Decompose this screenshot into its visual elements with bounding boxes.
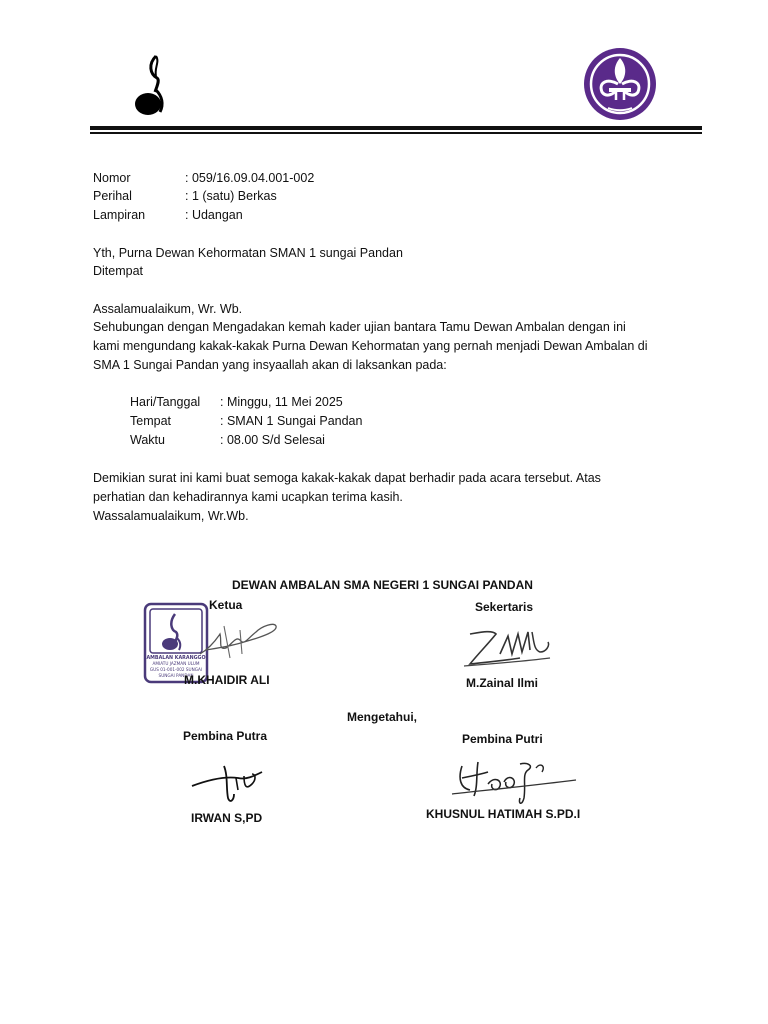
stamp-text-line: AMIATU JAZMAN ULUM bbox=[152, 661, 200, 666]
meta-value: : 059/16.09.04.001-002 bbox=[185, 171, 315, 185]
closing-line: Demikian surat ini kami buat semoga kakak-kakak dapat berhadir pada acara tersebut. Atas bbox=[93, 471, 601, 485]
event-label: Waktu bbox=[130, 433, 165, 447]
ketua-signature bbox=[196, 614, 280, 666]
meta-label: Lampiran bbox=[93, 208, 146, 222]
header-rule-thin bbox=[90, 132, 702, 134]
pembina-putra-signature bbox=[190, 760, 270, 806]
meta-value: : 1 (satu) Berkas bbox=[185, 189, 277, 203]
meta-value: : Udangan bbox=[185, 208, 243, 222]
recipient-line: Yth, Purna Dewan Kehormatan SMAN 1 sungai Pandan bbox=[93, 246, 403, 260]
meta-label: Perihal bbox=[93, 189, 132, 203]
pembina-putra-name: IRWAN S,PD bbox=[191, 811, 263, 825]
body-paragraph-line: Sehubungan dengan Mengadakan kemah kader ujian bantara Tamu Dewan Ambalan dengan ini bbox=[93, 320, 626, 334]
tunas-kelapa-icon bbox=[130, 52, 174, 118]
org-title: DEWAN AMBALAN SMA NEGERI 1 SUNGAI PANDAN bbox=[232, 578, 533, 592]
pembina-putra-role: Pembina Putra bbox=[183, 729, 268, 743]
sekretaris-signature bbox=[458, 624, 554, 670]
greeting: Assalamualaikum, Wr. Wb. bbox=[93, 302, 243, 316]
acknowledged-label: Mengetahui, bbox=[347, 710, 418, 724]
pembina-putri-name: KHUSNUL HATIMAH S.PD.I bbox=[426, 807, 581, 821]
header-rule-thick bbox=[90, 126, 702, 130]
event-value: : 08.00 S/d Selesai bbox=[220, 433, 325, 447]
event-label: Hari/Tanggal bbox=[130, 395, 201, 409]
stamp-text-line: SUNGAI PANDAN bbox=[158, 673, 194, 678]
ketua-role: Ketua bbox=[209, 598, 243, 612]
body-paragraph-line: SMA 1 Sungai Pandan yang insyaallah akan di laksankan pada: bbox=[93, 358, 447, 372]
ketua-name: M.KHAIDIR ALI bbox=[184, 673, 270, 687]
event-value: : SMAN 1 Sungai Pandan bbox=[220, 414, 363, 428]
stamp-text-line: AMBALAN KARANGGO bbox=[146, 656, 206, 661]
event-value: : Minggu, 11 Mei 2025 bbox=[220, 395, 343, 409]
scout-fleur-de-lis-icon bbox=[580, 48, 660, 120]
closing-salutation: Wassalamualaikum, Wr.Wb. bbox=[93, 509, 249, 523]
recipient-place: Ditempat bbox=[93, 264, 144, 278]
pembina-putri-signature bbox=[448, 758, 578, 812]
sekretaris-role: Sekertaris bbox=[475, 600, 534, 614]
meta-label: Nomor bbox=[93, 171, 131, 185]
pembina-putri-role: Pembina Putri bbox=[462, 732, 543, 746]
sekretaris-name: M.Zainal Ilmi bbox=[466, 676, 539, 690]
event-label: Tempat bbox=[130, 414, 171, 428]
closing-line: perhatian dan kehadirannya kami ucapkan terima kasih. bbox=[93, 490, 403, 504]
stamp-text-line: GUS 01-001-002 SUNGAI bbox=[149, 667, 203, 672]
body-paragraph-line: kami mengundang kakak-kakak Purna Dewan Kehormatan yang pernah menjadi Dewan Ambalan di bbox=[93, 339, 648, 353]
